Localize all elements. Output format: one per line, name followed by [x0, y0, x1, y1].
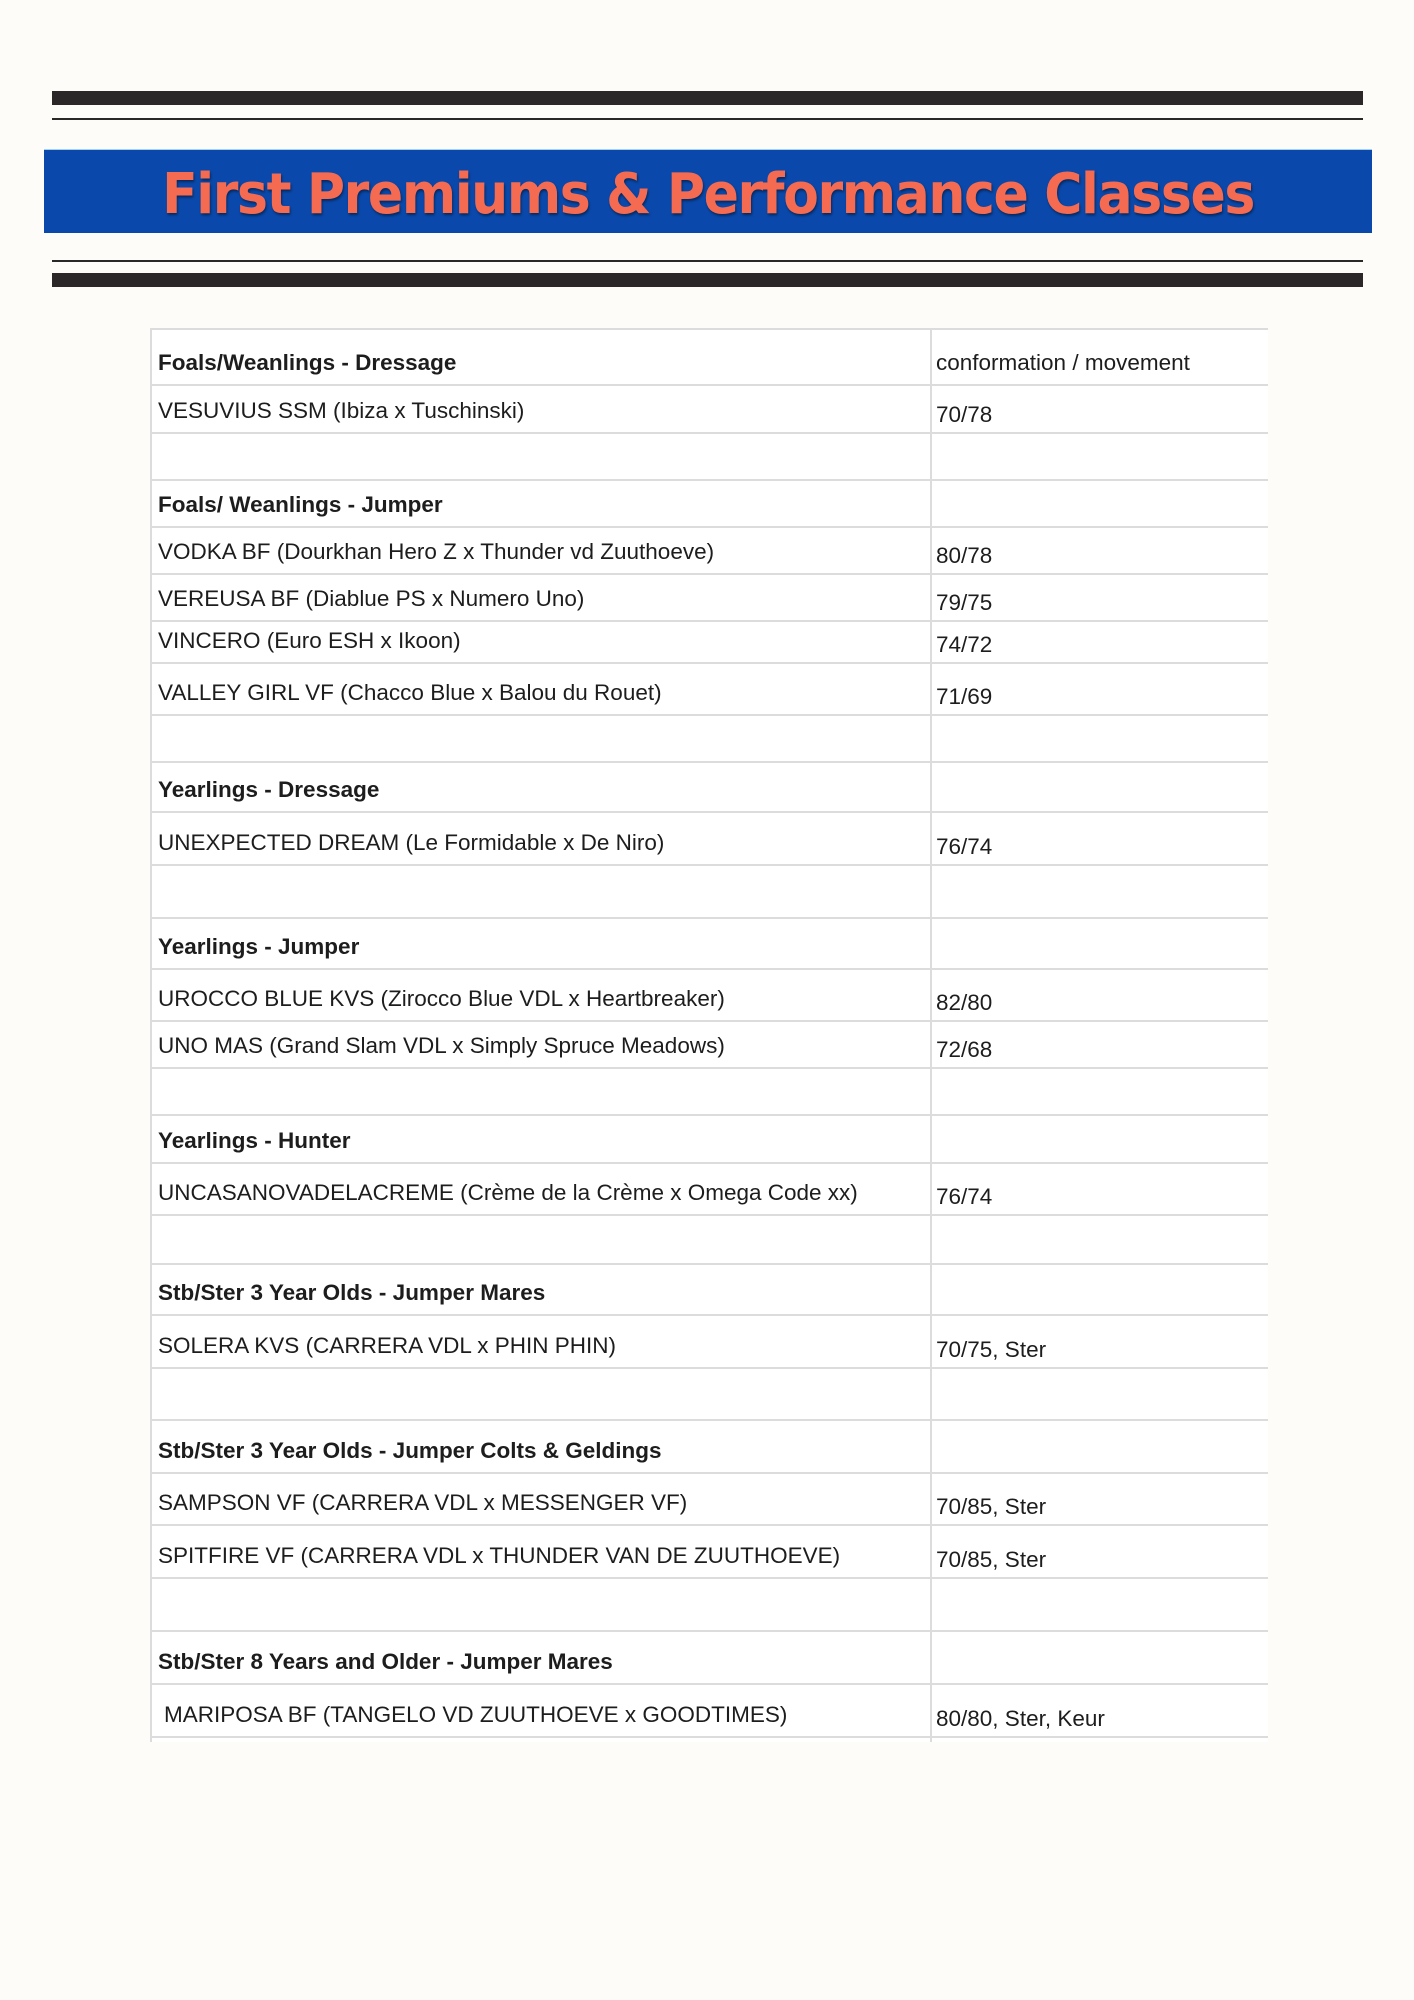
- column-header-score: conformation / movement: [931, 329, 1268, 385]
- section-header-row: [151, 918, 1268, 969]
- score-cell: [931, 1115, 1268, 1163]
- horse-name-cell: [151, 865, 931, 918]
- bottom-thick-rule: [52, 273, 1363, 287]
- horse-name-cell: VALLEY GIRL VF (Chacco Blue x Balou du Rouet): [151, 663, 931, 715]
- score-cell: 80/80, Ster, Keur: [931, 1684, 1268, 1737]
- score-cell: 76/74: [931, 1163, 1268, 1215]
- top-thick-rule: [52, 91, 1363, 105]
- score-cell: [931, 1368, 1268, 1420]
- section-header-row: [151, 1631, 1268, 1684]
- blank-row: [151, 865, 1268, 918]
- horse-name-cell: UROCCO BLUE KVS (Zirocco Blue VDL x Heartbreaker): [151, 969, 931, 1021]
- table-row: [151, 621, 1268, 663]
- section-title: Foals/Weanlings - Dressage: [151, 329, 931, 385]
- blank-row: [151, 1737, 1268, 1742]
- score-cell: 70/85, Ster: [931, 1473, 1268, 1525]
- premiums-table-body: [151, 329, 1268, 1742]
- blank-row: [151, 1215, 1268, 1264]
- table-row: [151, 1021, 1268, 1068]
- section-header-row: [151, 1420, 1268, 1473]
- table-row: [151, 574, 1268, 621]
- blank-row: [151, 1068, 1268, 1115]
- table-row: [151, 969, 1268, 1021]
- horse-name-cell: SOLERA KVS (CARRERA VDL x PHIN PHIN): [151, 1315, 931, 1368]
- horse-name-cell: VODKA BF (Dourkhan Hero Z x Thunder vd Zuuthoeve): [151, 527, 931, 574]
- score-cell: 79/75: [931, 574, 1268, 621]
- score-cell: [931, 1215, 1268, 1264]
- section-header-row: [151, 1264, 1268, 1315]
- horse-name-cell: VESUVIUS SSM (Ibiza x Tuschinski): [151, 385, 931, 433]
- premiums-table-container: [150, 328, 1268, 1742]
- horse-name-cell: SPITFIRE VF (CARRERA VDL x THUNDER VAN DE ZUUTHOEVE): [151, 1525, 931, 1578]
- score-cell: [931, 865, 1268, 918]
- section-title: Yearlings - Dressage: [151, 762, 931, 812]
- horse-name-cell: UNEXPECTED DREAM (Le Formidable x De Niro): [151, 812, 931, 865]
- horse-name-cell: VEREUSA BF (Diablue PS x Numero Uno): [151, 574, 931, 621]
- section-header-row: [151, 1115, 1268, 1163]
- score-cell: 76/74: [931, 812, 1268, 865]
- section-header-row: [151, 480, 1268, 527]
- blank-row: [151, 433, 1268, 480]
- table-row: [151, 1525, 1268, 1578]
- score-cell: 70/75, Ster: [931, 1315, 1268, 1368]
- premiums-table: [150, 328, 1268, 1742]
- score-cell: 82/80: [931, 969, 1268, 1021]
- score-cell: [931, 480, 1268, 527]
- table-row: [151, 1684, 1268, 1737]
- horse-name-cell: [151, 1578, 931, 1631]
- horse-name-cell: [151, 715, 931, 762]
- score-cell: 80/78: [931, 527, 1268, 574]
- blank-row: [151, 1368, 1268, 1420]
- score-cell: [931, 715, 1268, 762]
- score-cell: [931, 1420, 1268, 1473]
- score-cell: 74/72: [931, 621, 1268, 663]
- section-title: Stb/Ster 8 Years and Older - Jumper Mares: [151, 1631, 931, 1684]
- table-row: [151, 1163, 1268, 1215]
- page-title: First Premiums & Performance Classes: [162, 162, 1254, 227]
- score-cell: [931, 1068, 1268, 1115]
- section-header-row: [151, 762, 1268, 812]
- top-thin-rule: [52, 118, 1363, 120]
- score-cell: [931, 1264, 1268, 1315]
- score-cell: [931, 762, 1268, 812]
- table-row: [151, 385, 1268, 433]
- horse-name-cell: [151, 1368, 931, 1420]
- score-cell: 70/78: [931, 385, 1268, 433]
- title-banner: [44, 149, 1372, 233]
- blank-row: [151, 1578, 1268, 1631]
- section-title: Stb/Ster 3 Year Olds - Jumper Colts & Geldings: [151, 1420, 931, 1473]
- horse-name-cell: VINCERO (Euro ESH x Ikoon): [151, 621, 931, 663]
- section-title: Stb/Ster 3 Year Olds - Jumper Mares: [151, 1264, 931, 1315]
- bottom-thin-rule: [52, 260, 1363, 262]
- score-cell: [931, 1631, 1268, 1684]
- horse-name-cell: UNCASANOVADELACREME (Crème de la Crème x Omega Code xx): [151, 1163, 931, 1215]
- score-cell: [931, 1737, 1268, 1742]
- score-cell: 70/85, Ster: [931, 1525, 1268, 1578]
- section-title: Yearlings - Hunter: [151, 1115, 931, 1163]
- horse-name-cell: SAMPSON VF (CARRERA VDL x MESSENGER VF): [151, 1473, 931, 1525]
- score-cell: 72/68: [931, 1021, 1268, 1068]
- section-title: Foals/ Weanlings - Jumper: [151, 480, 931, 527]
- table-row: [151, 812, 1268, 865]
- score-cell: [931, 918, 1268, 969]
- score-cell: [931, 1578, 1268, 1631]
- horse-name-cell: [151, 1068, 931, 1115]
- table-row: [151, 663, 1268, 715]
- horse-name-cell: MARIPOSA BF (TANGELO VD ZUUTHOEVE x GOODTIMES): [151, 1684, 931, 1737]
- section-header-row: [151, 329, 1268, 385]
- horse-name-cell: [151, 433, 931, 480]
- score-cell: 71/69: [931, 663, 1268, 715]
- score-cell: [931, 433, 1268, 480]
- blank-row: [151, 715, 1268, 762]
- table-row: [151, 527, 1268, 574]
- horse-name-cell: [151, 1215, 931, 1264]
- horse-name-cell: [151, 1737, 931, 1742]
- section-title: Yearlings - Jumper: [151, 918, 931, 969]
- horse-name-cell: UNO MAS (Grand Slam VDL x Simply Spruce Meadows): [151, 1021, 931, 1068]
- table-row: [151, 1315, 1268, 1368]
- table-row: [151, 1473, 1268, 1525]
